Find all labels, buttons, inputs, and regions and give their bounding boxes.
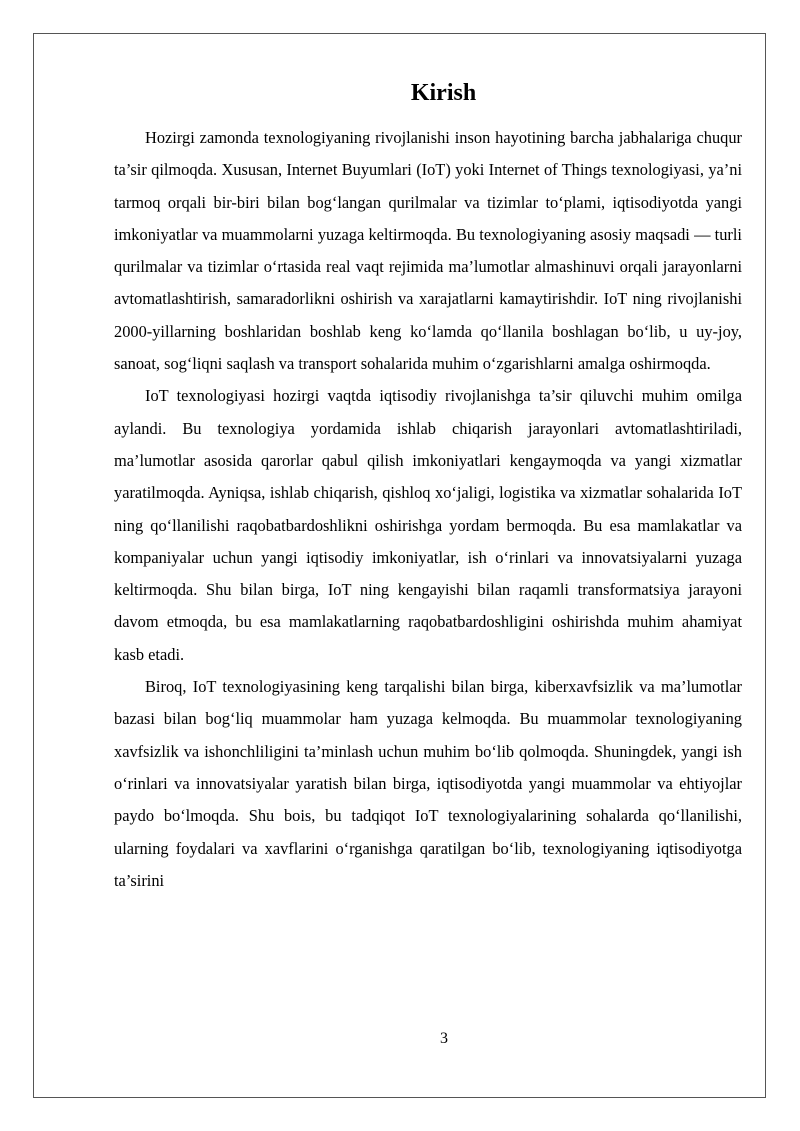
paragraph-1: Hozirgi zamonda texnologiyaning rivojlanishi inson hayotining barcha jabhalariga chuqur ta’sir qilmoqda. Xususan, Internet Buyumlari (IoT) yoki Internet of Things texnologiyasi, ya’ni tarmoq orqali bir-biri bilan bog‘langan qurilmalar va tizimlar to‘plami, iqtisodiyotda yangi imkoniyatlar va muammolarni yuzaga keltirmoqda. Bu texnologiyaning asosiy maqsadi — turli qurilmalar va tizimlar o‘rtasida real vaqt rejimida ma’lumotlar almashinuvi orqali jarayonlarni avtomatlashtirish, samaradorlikni oshirish va xarajatlarni kamaytirishdir. IoT ning rivojlanishi 2000-yillarning boshlaridan boshlab keng ko‘lamda qo‘llanila boshlagan bo‘lib, u uy-joy, sanoat, sog‘liqni saqlash va transport sohalarida muhim o‘zgarishlarni amalga oshirmoqda. xyxy=(114,128,742,374)
page-content xyxy=(114,74,742,897)
page-number: 3 xyxy=(440,1030,448,1047)
page-title: Kirish xyxy=(410,80,477,106)
paragraph-3: Biroq, IoT texnologiyasining keng tarqalishi bilan birga, kiberxavfsizlik va ma’lumotlar bazasi bilan bog‘liq muammolar ham yuzaga kelmoqda. Bu muammolar texnologiyaning xavfsizlik va ishonchliligini ta’minlash uchun muhim bo‘lib qolmoqda. Shuningdek, yangi ish o‘rinlari va innovatsiyalar yaratish bilan birga, iqtisodiyotda yangi muammolar va ehtiyojlar paydo bo‘lmoqda. Shu bois, bu tadqiqot IoT texnologiyalarining sohalarda qo‘llanilishi, ularning foydalari va xavflarini o‘rganishga qaratilgan bo‘lib, texnologiyaning iqtisodiyotga ta’sirini xyxy=(114,677,742,890)
paragraph-2: IoT texnologiyasi hozirgi vaqtda iqtisodiy rivojlanishga ta’sir qiluvchi muhim omilga aylandi. Bu texnologiya yordamida ishlab chiqarish jarayonlari avtomatlashtiriladi, ma’lumotlar asosida qarorlar qabul qilish imkoniyatlari kengaymoqda va yangi xizmatlar yaratilmoqda. Ayniqsa, ishlab chiqarish, qishloq xo‘jaligi, logistika va xizmatlar sohalarida IoT ning qo‘llanilishi raqobatbardoshlikni oshirishga yordam bermoqda. Bu esa mamlakatlar va kompaniyalar uchun yangi iqtisodiy imkoniyatlar, ish o‘rinlari va innovatsiyalarni yuzaga keltirmoqda. Shu bilan birga, IoT ning kengayishi bilan raqamli transformatsiya jarayoni davom etmoqda, bu esa mamlakatlarning raqobatbardoshligini oshirishda muhim ahamiyat kasb etadi. xyxy=(114,386,742,664)
